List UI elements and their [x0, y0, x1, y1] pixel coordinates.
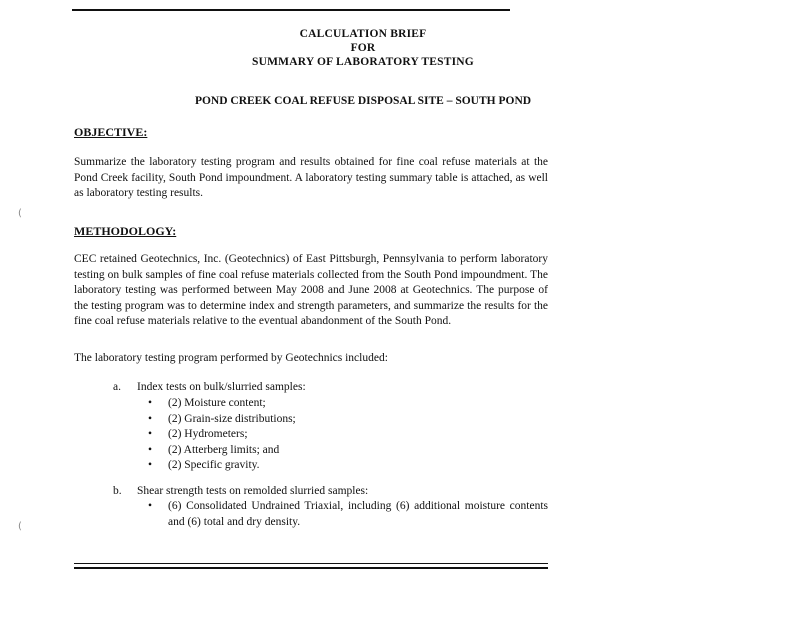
list-item-a-letter: a. [113, 381, 121, 393]
list-item [146, 458, 446, 474]
bullet-text: (2) Atterberg limits; and [168, 443, 280, 456]
scan-margin-mark: ( [18, 521, 22, 532]
bullet-icon: • [148, 428, 153, 441]
bullet-text: (2) Specific gravity. [168, 459, 260, 472]
objective-heading: OBJECTIVE: [74, 125, 148, 139]
bullet-icon: • [148, 443, 153, 456]
methodology-heading: METHODOLOGY: [74, 224, 177, 238]
bullet-text: (2) Moisture content; [168, 397, 266, 409]
list-item [146, 499, 548, 530]
list-item-a-text: Index tests on bulk/slurried samples: [137, 381, 306, 393]
site-title: POND CREEK COAL REFUSE DISPOSAL SITE – SOUTH POND [194, 95, 532, 107]
list-item-b-text: Shear strength tests on remolded slurried samples: [137, 485, 369, 497]
methodology-paragraph-1: CEC retained Geotechnics, Inc. (Geotechnics) of East Pittsburgh, Pennsylvania to perform laboratory testing on bulk samples of fine coal refuse materials collected from the South Pond impoundment. The laboratory testing was performed between May 2008 and June 2008 at Geotechnics. The purpose of the testing program was to determine index and strength parameters, and summarize the results for the fine coal refuse materials relative to the eventual abandonment of the South Pond. [74, 253, 548, 328]
methodology-paragraph-2: The laboratory testing program performed by Geotechnics included: [74, 352, 388, 364]
list-item [146, 412, 446, 428]
list-item [146, 396, 446, 412]
bullet-icon: • [148, 459, 153, 472]
list-item [146, 443, 446, 459]
bullet-icon: • [148, 397, 153, 409]
scan-margin-mark: ( [18, 208, 22, 219]
shear-tests-bullet-list [146, 499, 548, 530]
top-rule [72, 9, 510, 11]
header-title-line-2: FOR [350, 42, 376, 54]
bullet-text: (6) Consolidated Undrained Triaxial, including (6) additional moisture contents and (6) total and dry density. [168, 500, 548, 528]
bullet-text: (2) Hydrometers; [168, 428, 248, 441]
objective-paragraph: Summarize the laboratory testing program and results obtained for fine coal refuse materials at the Pond Creek facility, South Pond impoundment. A laboratory testing summary table is attached, as well as laboratory testing results. [74, 156, 548, 200]
bullet-text: (2) Grain-size distributions; [168, 412, 296, 425]
bullet-icon: • [148, 412, 153, 425]
bottom-rule-thick [74, 567, 548, 569]
list-item [146, 427, 446, 443]
bullet-icon: • [148, 500, 153, 512]
index-tests-bullet-list [146, 396, 446, 474]
list-item-b-letter: b. [113, 485, 122, 497]
bottom-rule-thin [74, 563, 548, 564]
header-title-line-1: CALCULATION BRIEF [299, 28, 427, 40]
header-title-line-3: SUMMARY OF LABORATORY TESTING [252, 56, 474, 68]
